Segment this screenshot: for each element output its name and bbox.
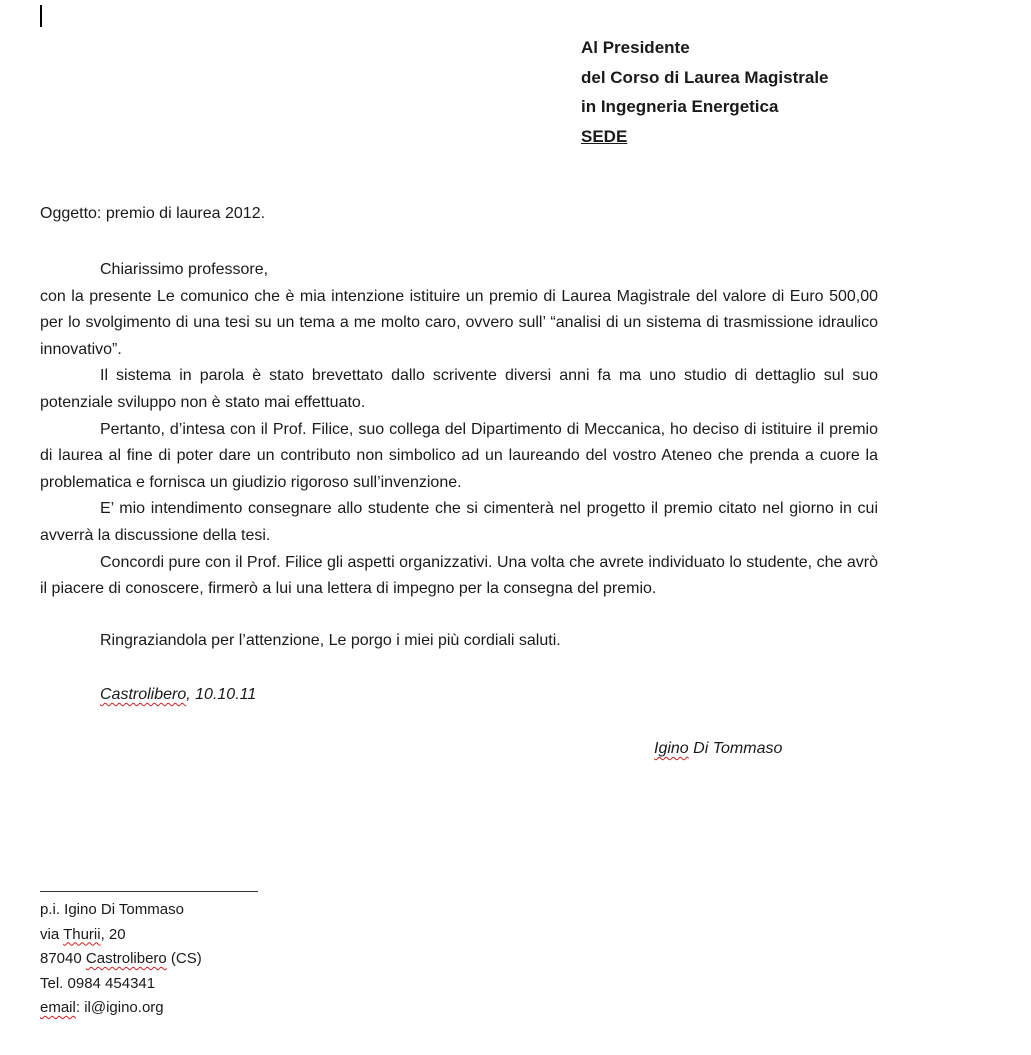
recipient-line-1: Al Presidente <box>581 38 690 57</box>
footer-address <box>40 898 202 1021</box>
signature-first-name: Igino <box>654 740 689 757</box>
recipient-line-2: del Corso di Laurea Magistrale <box>581 67 829 87</box>
body-paragraph-4: E’ mio intendimento consegnare allo studente che si cimenterà nel progetto il premio citato nel giorno in cui avverrà la discussione della tesi. <box>40 500 878 544</box>
date: , 10.10.11 <box>186 686 257 703</box>
footer-name: p.i. Igino Di Tommaso <box>40 901 184 918</box>
footer-divider <box>40 891 258 892</box>
footer-city <box>40 947 202 972</box>
body-paragraph-2: Il sistema in parola è stato brevettato dallo scrivente diversi anni fa ma uno studio di dettaglio sul suo potenziale sviluppo non è stato mai effettuato. <box>40 367 878 411</box>
street-number: , 20 <box>100 925 126 943</box>
signature-last-name: Di Tommaso <box>688 740 783 757</box>
street-name: Thurii <box>63 925 101 943</box>
email-value: : il@igino.org <box>75 999 164 1016</box>
email-label: email <box>40 999 76 1016</box>
footer-phone: Tel. 0984 454341 <box>40 974 156 992</box>
postal-code: 87040 <box>40 950 86 967</box>
recipient-line-4: SEDE <box>581 126 628 146</box>
footer-street <box>40 923 202 948</box>
body-paragraph-5: Concordi pure con il Prof. Filice gli aspetti organizzativi. Una volta che avrete individuato lo studente, che avrò il piacere di conoscere, firmerò a lui una lettera di impegno per la consegna del premio. <box>40 553 878 598</box>
body-paragraph-3: Pertanto, d’intesa con il Prof. Filice, suo collega del Dipartimento di Meccanica, ho deciso di istituire il premio di laurea al fine di poter dare un contributo non simbolico ad un laureando del vostro Ateneo che prenda a cuore la problematica e fornisca un giudizio rigoroso sull’invenzione. <box>40 420 878 491</box>
place: Castrolibero <box>100 686 187 703</box>
street-prefix: via <box>40 925 64 943</box>
province: (CS) <box>166 950 202 967</box>
salutation: Chiarissimo professore, <box>100 261 269 278</box>
recipient-line-3: in Ingegneria Energetica <box>581 97 779 116</box>
signature <box>654 740 782 758</box>
footer-email <box>40 996 202 1021</box>
city-name: Castrolibero <box>85 950 167 967</box>
letter-body <box>40 257 878 603</box>
text-cursor <box>40 5 42 27</box>
place-date <box>100 686 256 704</box>
body-paragraph-1: con la presente Le comunico che è mia intenzione istituire un premio di Laurea Magistrale del valore di Euro 500,00 per lo svolgimento di una tesi su un tema a me molto caro, ovvero sull’ “analisi di un sistema di trasmissione idraulico innovativo”. <box>40 287 878 358</box>
subject-line: Oggetto: premio di laurea 2012. <box>40 205 266 222</box>
closing-line: Ringraziandola per l’attenzione, Le porgo i miei più cordiali saluti. <box>100 632 561 649</box>
recipient-block <box>581 33 829 151</box>
